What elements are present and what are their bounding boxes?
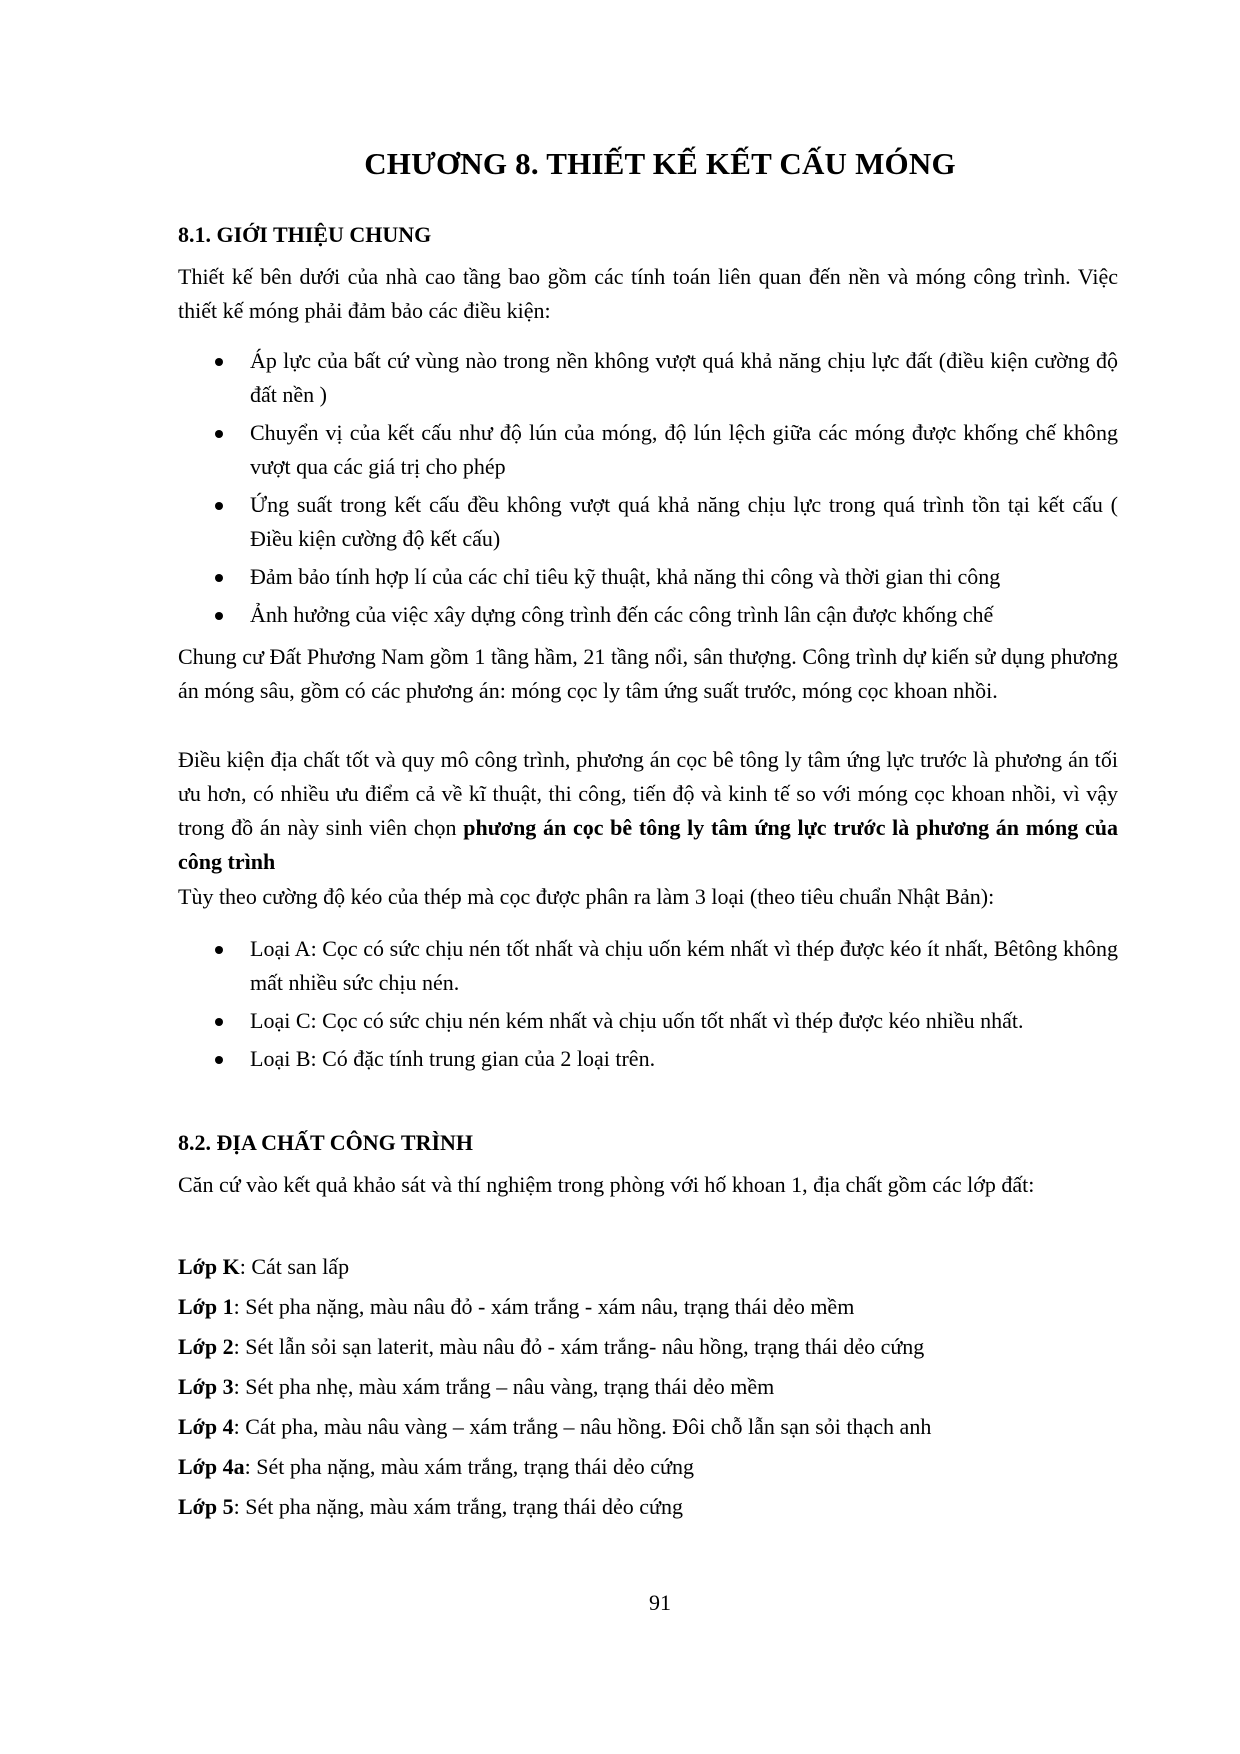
- chapter-title: CHƯƠNG 8. THIẾT KẾ KẾT CẤU MÓNG: [364, 146, 956, 181]
- bullet-icon: [215, 612, 223, 620]
- soil-layer-item: Lớp 3: Sét pha nhẹ, màu xám trắng – nâu vàng, trạng thái dẻo mềm: [178, 1374, 775, 1399]
- bullet-icon: [215, 358, 223, 366]
- choice-paragraph: Điều kiện địa chất tốt và quy mô công trình, phương án cọc bê tông ly tâm ứng lực trước là phương án tối ưu hơn, có nhiều ưu điểm cả về kĩ thuật, thi công, tiến độ và kinh tế so với móng cọc khoan nhồi, vì vậy trong đồ án này sinh viên chọn phương án cọc bê tông ly tâm ứng lực trước là phương án móng của công trình: [178, 747, 1118, 874]
- geology-intro: Căn cứ vào kết quả khảo sát và thí nghiệm trong phòng với hố khoan 1, địa chất gồm các lớp đất:: [178, 1172, 1035, 1197]
- bullet-icon: [215, 430, 223, 438]
- bullet-icon: [215, 574, 223, 582]
- section-heading-8-1: 8.1. GIỚI THIỆU CHUNG: [178, 222, 432, 247]
- choice-emphasis: phương án cọc bê tông ly tâm ứng lực trước là phương án móng của công trình: [178, 815, 1118, 874]
- soil-layer-item: Lớp K: Cát san lấp: [178, 1254, 350, 1279]
- soil-layer-item: Lớp 5: Sét pha nặng, màu xám trắng, trạng thái dẻo cứng: [178, 1494, 683, 1519]
- intro-paragraph: Thiết kế bên dưới của nhà cao tầng bao gồm các tính toán liên quan đến nền và móng công trình. Việc thiết kế móng phải đảm bảo các điều kiện:: [178, 264, 1118, 323]
- pile-types-list: [210, 932, 1118, 1080]
- soil-layer-item: Lớp 1: Sét pha nặng, màu nâu đỏ - xám trắng - xám nâu, trạng thái dẻo mềm: [178, 1294, 855, 1319]
- pile-types-intro: Tùy theo cường độ kéo của thép mà cọc được phân ra làm 3 loại (theo tiêu chuẩn Nhật Bản):: [178, 884, 995, 909]
- list-item: Loại B: Có đặc tính trung gian của 2 loại trên.: [210, 1042, 1118, 1076]
- page-number: 91: [649, 1590, 671, 1615]
- project-paragraph: Chung cư Đất Phương Nam gồm 1 tầng hầm, 21 tầng nổi, sân thượng. Công trình dự kiến sử dụng phương án móng sâu, gồm có các phương án: móng cọc ly tâm ứng suất trước, móng cọc khoan nhồi.: [178, 644, 1118, 703]
- list-item: Đảm bảo tính hợp lí của các chỉ tiêu kỹ thuật, khả năng thi công và thời gian thi công: [210, 560, 1118, 594]
- list-item: Loại A: Cọc có sức chịu nén tốt nhất và chịu uốn kém nhất vì thép được kéo ít nhất, Bêtông không mất nhiều sức chịu nén.: [210, 932, 1118, 1000]
- soil-layer-item: Lớp 2: Sét lẫn sỏi sạn laterit, màu nâu đỏ - xám trắng- nâu hồng, trạng thái dẻo cứng: [178, 1334, 925, 1359]
- bullet-icon: [215, 1056, 223, 1064]
- bullet-icon: [215, 502, 223, 510]
- list-item: Loại C: Cọc có sức chịu nén kém nhất và chịu uốn tốt nhất vì thép được kéo nhiều nhất.: [210, 1004, 1118, 1038]
- conditions-list: [210, 344, 1118, 636]
- soil-layer-item: Lớp 4a: Sét pha nặng, màu xám trắng, trạng thái dẻo cứng: [178, 1454, 694, 1479]
- bullet-icon: [215, 946, 223, 954]
- list-item: Ứng suất trong kết cấu đều không vượt quá khả năng chịu lực trong quá trình tồn tại kết cấu ( Điều kiện cường độ kết cấu): [210, 488, 1118, 556]
- list-item: Chuyển vị của kết cấu như độ lún của móng, độ lún lệch giữa các móng được khống chế không vượt qua các giá trị cho phép: [210, 416, 1118, 484]
- list-item: Ảnh hưởng của việc xây dựng công trình đến các công trình lân cận được khống chế: [210, 598, 1118, 632]
- soil-layer-item: Lớp 4: Cát pha, màu nâu vàng – xám trắng – nâu hồng. Đôi chỗ lẫn sạn sỏi thạch anh: [178, 1414, 932, 1439]
- section-heading-8-2: 8.2. ĐỊA CHẤT CÔNG TRÌNH: [178, 1130, 474, 1155]
- list-item: Áp lực của bất cứ vùng nào trong nền không vượt quá khả năng chịu lực đất (điều kiện cường độ đất nền ): [210, 344, 1118, 412]
- bullet-icon: [215, 1018, 223, 1026]
